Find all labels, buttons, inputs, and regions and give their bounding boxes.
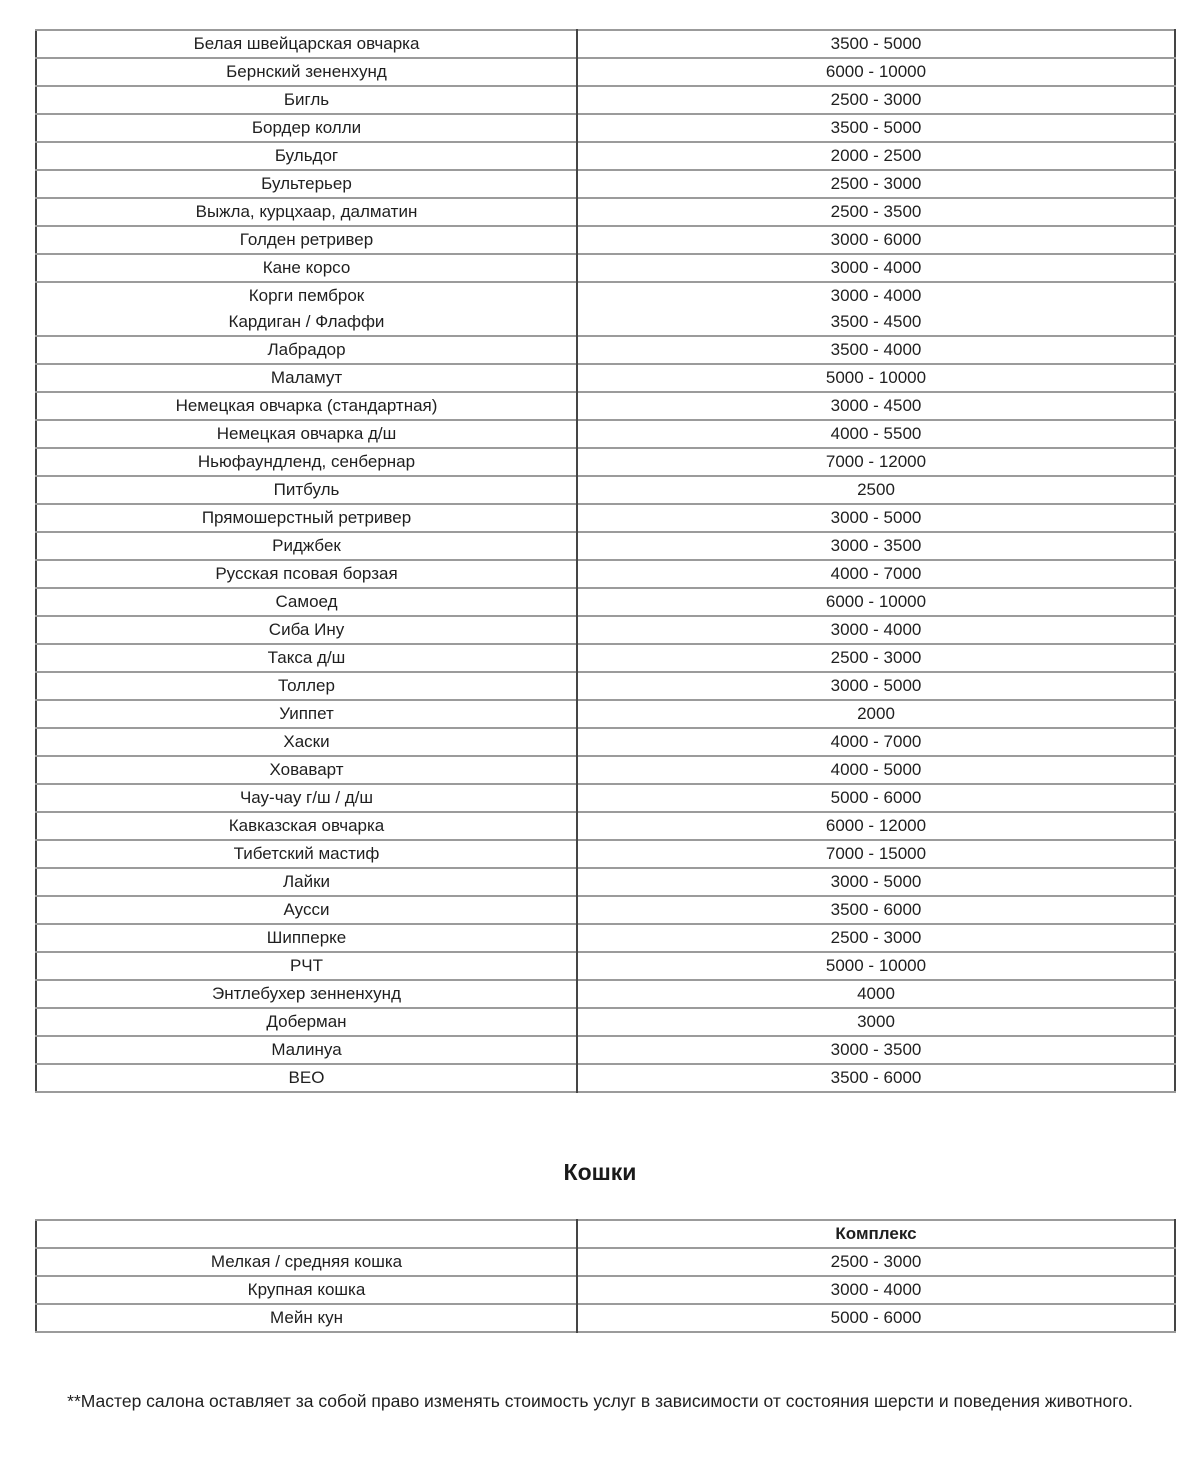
cell-line: Кардиган / Флаффи — [228, 312, 385, 331]
cell-line: Выжла, курцхаар, далматин — [195, 202, 418, 221]
cell-line: 3500 - 6000 — [830, 1068, 922, 1087]
dog-table-row — [36, 448, 1175, 476]
cell-line: 3000 - 6000 — [830, 230, 922, 249]
cell-line: 4000 - 7000 — [830, 564, 922, 583]
dog-price-cell — [577, 756, 1175, 784]
dog-breed-cell — [36, 392, 577, 420]
dog-table-row — [36, 980, 1175, 1008]
cell-line: Бульдог — [274, 146, 339, 165]
cell-line: 2500 — [857, 480, 895, 499]
cat-table-body — [36, 1220, 1175, 1332]
dog-table-row — [36, 58, 1175, 86]
dog-price-cell — [577, 420, 1175, 448]
dog-price-cell — [577, 336, 1175, 364]
cell-line: 4000 - 7000 — [830, 732, 922, 751]
dog-breed-cell — [36, 784, 577, 812]
cat-table-row — [36, 1248, 1175, 1276]
cat-header-breed-cell — [36, 1220, 577, 1248]
dog-table-row — [36, 142, 1175, 170]
dog-price-cell — [577, 644, 1175, 672]
cell-line: Бультерьер — [261, 174, 352, 193]
dog-breed-cell — [36, 952, 577, 980]
dog-breed-cell — [36, 170, 577, 198]
dog-price-cell — [577, 364, 1175, 392]
dog-table-row — [36, 504, 1175, 532]
dog-breed-cell — [36, 980, 577, 1008]
dog-price-cell — [577, 226, 1175, 254]
dog-price-cell — [577, 476, 1175, 504]
cell-line: Лайки — [282, 872, 331, 891]
cell-line: 4000 — [857, 984, 895, 1003]
cell-line: Прямошерстный ретривер — [201, 508, 412, 527]
dog-breed-cell — [36, 420, 577, 448]
cell-line: 3000 - 3500 — [830, 536, 922, 555]
cell-line: Белая швейцарская овчарка — [193, 34, 420, 53]
dog-table-row — [36, 532, 1175, 560]
cell-line: 3000 - 4000 — [830, 620, 922, 639]
dog-table-row — [36, 364, 1175, 392]
cat-header-complex-cell: Комплекс — [835, 1224, 917, 1243]
dog-table-row — [36, 812, 1175, 840]
dog-table-row — [36, 282, 1175, 336]
dog-price-cell — [577, 282, 1175, 336]
dog-breed-cell — [36, 30, 577, 58]
cell-line: Питбуль — [273, 480, 340, 499]
dog-price-cell — [577, 560, 1175, 588]
cell-line: 7000 - 12000 — [825, 452, 927, 471]
dog-table-row — [36, 198, 1175, 226]
cat-prices-table — [35, 1219, 1176, 1333]
dog-breed-cell — [36, 226, 577, 254]
cat-price-cell: 2500 - 3000 — [577, 1248, 1175, 1276]
cell-line: Тибетский мастиф — [233, 844, 380, 863]
cat-breed-cell: Мейн кун — [36, 1304, 577, 1332]
dog-breed-cell — [36, 86, 577, 114]
dog-table-row — [36, 868, 1175, 896]
dog-price-cell — [577, 868, 1175, 896]
dog-table-row — [36, 336, 1175, 364]
dog-prices-table — [35, 29, 1176, 1093]
cat-table-header-row — [36, 1220, 1175, 1248]
dog-breed-cell — [36, 672, 577, 700]
cell-line: Русская псовая борзая — [215, 564, 398, 583]
cell-line: Такса д/ш — [267, 648, 346, 667]
cell-line: 3000 - 4000 — [830, 286, 922, 305]
cell-line: 5000 - 10000 — [825, 368, 927, 387]
dog-price-cell — [577, 448, 1175, 476]
dog-price-cell — [577, 198, 1175, 226]
cell-line: 3000 - 5000 — [830, 872, 922, 891]
dog-breed-cell — [36, 924, 577, 952]
cell-line: Малинуа — [271, 1040, 342, 1059]
dog-table-row — [36, 784, 1175, 812]
dog-breed-cell — [36, 504, 577, 532]
cell-line: 6000 - 10000 — [825, 592, 927, 611]
cell-line: 6000 - 10000 — [825, 62, 927, 81]
cat-table-row — [36, 1304, 1175, 1332]
dog-table-row — [36, 840, 1175, 868]
cell-line: Ньюфаундленд, сенбернар — [197, 452, 416, 471]
dog-table-row — [36, 1064, 1175, 1092]
dog-table-row — [36, 588, 1175, 616]
cell-line: 2000 — [857, 704, 895, 723]
dog-breed-cell — [36, 1064, 577, 1092]
dog-table-row — [36, 1036, 1175, 1064]
dog-table-row — [36, 114, 1175, 142]
dog-table-row — [36, 392, 1175, 420]
dog-breed-cell — [36, 58, 577, 86]
cell-line: РЧТ — [289, 956, 324, 975]
cell-line: Доберман — [266, 1012, 347, 1031]
cat-table-row — [36, 1276, 1175, 1304]
cell-line: 2000 - 2500 — [830, 146, 922, 165]
dog-price-cell — [577, 114, 1175, 142]
cell-line: Аусси — [283, 900, 330, 919]
cell-line: Самоед — [275, 592, 338, 611]
dog-price-cell — [577, 532, 1175, 560]
cell-line: Немецкая овчарка (стандартная) — [175, 396, 438, 415]
cat-breed-cell: Крупная кошка — [36, 1276, 577, 1304]
dog-price-cell — [577, 952, 1175, 980]
dog-breed-cell — [36, 700, 577, 728]
cell-line: 4000 - 5000 — [830, 760, 922, 779]
cell-line: 3500 - 4500 — [830, 312, 922, 331]
cell-line: 3000 - 4500 — [830, 396, 922, 415]
dog-breed-cell — [36, 756, 577, 784]
cell-line: Хаски — [283, 732, 330, 751]
cell-line: Шипперке — [266, 928, 347, 947]
dog-price-cell — [577, 924, 1175, 952]
dog-table-row — [36, 254, 1175, 282]
cell-line: Толлер — [278, 676, 335, 695]
cell-line: Голден ретривер — [239, 230, 374, 249]
dog-price-cell — [577, 588, 1175, 616]
dog-breed-cell — [36, 532, 577, 560]
dog-breed-cell — [36, 588, 577, 616]
dog-price-cell — [577, 812, 1175, 840]
dog-breed-cell — [36, 476, 577, 504]
cell-line: 2500 - 3000 — [830, 90, 922, 109]
dog-price-cell — [577, 254, 1175, 282]
dog-price-cell — [577, 30, 1175, 58]
dog-breed-cell — [36, 448, 577, 476]
cell-line: 7000 - 15000 — [825, 844, 927, 863]
cell-line: 2500 - 3000 — [830, 648, 922, 667]
dog-table-row — [36, 672, 1175, 700]
dog-price-cell — [577, 170, 1175, 198]
dog-price-cell — [577, 1008, 1175, 1036]
dog-price-cell — [577, 784, 1175, 812]
dog-table-row — [36, 616, 1175, 644]
dog-table-row — [36, 30, 1175, 58]
cell-line: Кавказская овчарка — [228, 816, 385, 835]
cell-line: Кане корсо — [262, 258, 351, 277]
dog-price-cell — [577, 392, 1175, 420]
dog-table-row — [36, 170, 1175, 198]
dog-table-row — [36, 420, 1175, 448]
dog-table-row — [36, 896, 1175, 924]
cell-line: 4000 - 5500 — [830, 424, 922, 443]
cell-line: 3000 - 3500 — [830, 1040, 922, 1059]
dog-breed-cell — [36, 282, 577, 336]
dog-table-body — [36, 30, 1175, 1092]
cell-line: 3500 - 5000 — [830, 34, 922, 53]
cat-price-cell: 5000 - 6000 — [577, 1304, 1175, 1332]
cell-line: Бордер колли — [251, 118, 362, 137]
cell-line: Немецкая овчарка д/ш — [216, 424, 397, 443]
dog-table-row — [36, 644, 1175, 672]
cell-line: 2500 - 3000 — [830, 174, 922, 193]
dog-breed-cell — [36, 868, 577, 896]
cell-line: 5000 - 6000 — [830, 788, 922, 807]
dog-breed-cell — [36, 1036, 577, 1064]
dog-breed-cell — [36, 364, 577, 392]
dog-table-row — [36, 700, 1175, 728]
cell-line: 2500 - 3000 — [830, 928, 922, 947]
cell-line: 3000 — [857, 1012, 895, 1031]
cell-line: 3500 - 6000 — [830, 900, 922, 919]
cell-line: Корги пемброк — [248, 286, 365, 305]
cell-line: 5000 - 10000 — [825, 956, 927, 975]
dog-table-row — [36, 476, 1175, 504]
cell-line: Бигль — [283, 90, 330, 109]
dog-breed-cell — [36, 142, 577, 170]
dog-table-row — [36, 728, 1175, 756]
dog-table-row — [36, 86, 1175, 114]
footnote-text: **Мастер салона оставляет за собой право изменять стоимость услуг в зависимости от состояния шерсти и поведения животного. — [67, 1391, 1133, 1411]
dog-table-row — [36, 952, 1175, 980]
dog-price-cell — [577, 86, 1175, 114]
cell-line: 3500 - 5000 — [830, 118, 922, 137]
dog-price-cell — [577, 1036, 1175, 1064]
cell-line: 3000 - 4000 — [830, 258, 922, 277]
dog-price-cell — [577, 672, 1175, 700]
cell-line: Лабрадор — [267, 340, 346, 359]
dog-breed-cell — [36, 114, 577, 142]
dog-table-row — [36, 1008, 1175, 1036]
dog-breed-cell — [36, 728, 577, 756]
dog-price-cell — [577, 58, 1175, 86]
cell-line: Уиппет — [279, 704, 334, 723]
dog-price-cell — [577, 142, 1175, 170]
dog-breed-cell — [36, 1008, 577, 1036]
cell-line: 3500 - 4000 — [830, 340, 922, 359]
cat-price-cell: 3000 - 4000 — [577, 1276, 1175, 1304]
dog-breed-cell — [36, 254, 577, 282]
dog-breed-cell — [36, 896, 577, 924]
cell-line: Риджбек — [272, 536, 341, 555]
dog-price-cell — [577, 700, 1175, 728]
dog-breed-cell — [36, 616, 577, 644]
dog-breed-cell — [36, 198, 577, 226]
cats-section-title: Кошки — [563, 1159, 637, 1185]
dog-breed-cell — [36, 812, 577, 840]
dog-price-cell — [577, 504, 1175, 532]
dog-price-cell — [577, 616, 1175, 644]
cat-breed-cell: Мелкая / средняя кошка — [36, 1248, 577, 1276]
dog-price-cell — [577, 980, 1175, 1008]
dog-table-row — [36, 756, 1175, 784]
cell-line: 3000 - 5000 — [830, 508, 922, 527]
dog-breed-cell — [36, 560, 577, 588]
cell-line: Сиба Ину — [268, 620, 345, 639]
cell-line: Чау-чау г/ш / д/ш — [239, 788, 374, 807]
dog-table-row — [36, 226, 1175, 254]
dog-price-cell — [577, 728, 1175, 756]
cell-line: Бернский зененхунд — [226, 62, 387, 81]
dog-price-cell — [577, 840, 1175, 868]
cell-line: 6000 - 12000 — [825, 816, 927, 835]
cell-line: Энтлебухер зенненхунд — [212, 984, 401, 1003]
dog-breed-cell — [36, 840, 577, 868]
dog-price-cell — [577, 1064, 1175, 1092]
dog-breed-cell — [36, 336, 577, 364]
dog-table-row — [36, 560, 1175, 588]
cell-line: Ховаварт — [269, 760, 344, 779]
cell-line: ВЕО — [288, 1068, 325, 1087]
dog-breed-cell — [36, 644, 577, 672]
cell-line: 3000 - 5000 — [830, 676, 922, 695]
cell-line: Маламут — [270, 368, 343, 387]
cell-line: 2500 - 3500 — [830, 202, 922, 221]
dog-table-row — [36, 924, 1175, 952]
dog-price-cell — [577, 896, 1175, 924]
